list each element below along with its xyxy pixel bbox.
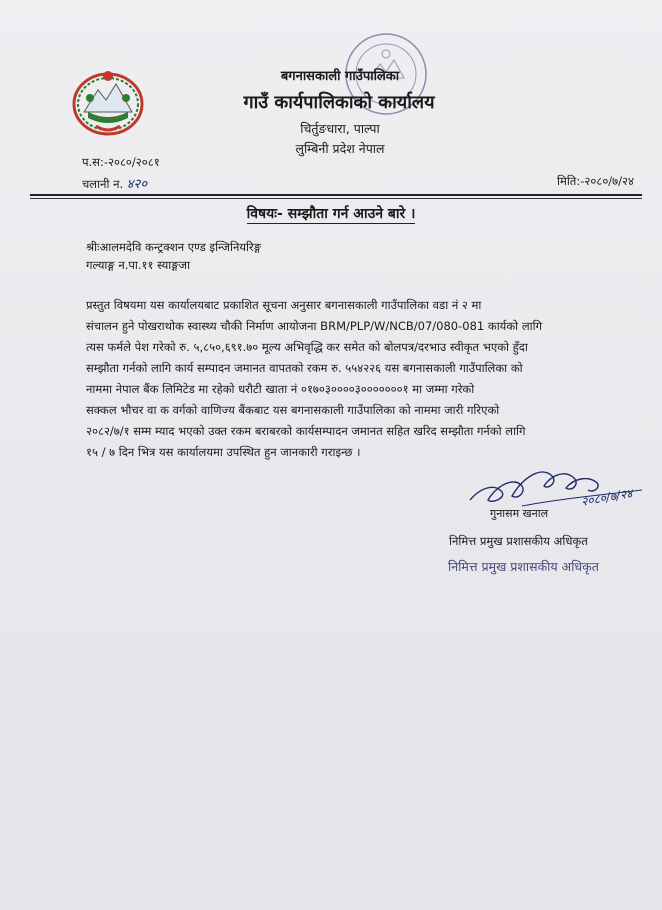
body-line-8: १५ / ७ दिन भित्र यस कार्यालयमा उपस्थित हुन जानकारी गराइन्छ । bbox=[86, 445, 361, 459]
header-divider bbox=[30, 194, 642, 196]
body-line-1: प्रस्तुत विषयमा यस कार्यालयबाट प्रकाशित सूचना अनुसार बगनासकाली गाउँपालिका वडा नं २ मा bbox=[86, 298, 482, 312]
office-location: चिर्तुङधारा, पाल्पा bbox=[300, 121, 380, 136]
nepal-emblem-icon bbox=[70, 68, 146, 138]
body-line-4: सम्झौता गर्नको लागि कार्य सम्पादन जमानत वापतको रकम रु. ५५४२२६ यस बगनासकाली गाउँपालिका को bbox=[86, 361, 523, 375]
subject-text: विषयः- सम्झौता गर्न आउने बारे । bbox=[246, 206, 416, 222]
body-line-5: नाममा नेपाल बैंक लिमिटेड मा रहेको धरौटी खाता नं ०१७०३००००३०००००००१ मा जम्मा गरेको bbox=[86, 382, 475, 396]
subject-line bbox=[0, 204, 662, 223]
dispatch-number-value: ४२० bbox=[126, 177, 148, 192]
municipality-name: बगनासकाली गाउँपालिका bbox=[280, 69, 400, 84]
addressee-address: गल्याङ्ग न.पा.११ स्याङ्गजा bbox=[86, 258, 191, 272]
body-line-6: सक्कल भौचर वा क वर्गको वाणिज्य बैंकबाट यस बगनासकाली गाउँपालिका को नाममा जारी गरिएको bbox=[86, 403, 500, 417]
header-divider-thin bbox=[30, 198, 642, 199]
office-province: लुम्बिनी प्रदेश नेपाल bbox=[295, 141, 385, 156]
office-title: गाउँ कार्यपालिकाको कार्यालय bbox=[243, 92, 435, 113]
designation-stamp: निमित्त प्रमुख प्रशासकीय अधिकृत bbox=[448, 559, 599, 574]
dispatch-number bbox=[82, 174, 147, 192]
signatory-title: निमित्त प्रमुख प्रशासकीय अधिकृत bbox=[449, 534, 588, 548]
addressee-name: श्रीःआलमदेवि कन्ट्रक्शन एण्ड इन्जिनियरिङ्ग bbox=[86, 240, 262, 254]
fiscal-year-reference: प.स:-२०८०/२०८१ bbox=[82, 155, 160, 169]
signature-date: २०८०/७/२४ bbox=[580, 486, 634, 509]
dispatch-number-label: चलानी न. bbox=[82, 177, 124, 191]
body-line-2: संचालन हुने पोखराथोक स्वास्थ्य चौकी निर्माण आयोजना BRM/PLP/W/NCB/07/080-081 कार्यको लागि bbox=[86, 319, 543, 333]
signatory-name: गुनासम खनाल bbox=[490, 507, 549, 520]
body-line-7: २०८२/७/१ सम्म म्याद भएको उक्त रकम बराबरको कार्यसम्पादन जमानत सहित खरिद सम्झौता गर्नको लागि bbox=[86, 424, 526, 438]
body-line-3: त्यस फर्मले पेश गरेको रु. ५,८५०,६९१.७० मूल्य अभिवृद्धि कर समेत को बोलपत्र/दरभाउ स्वीकृत भएको हुँदा bbox=[86, 340, 528, 354]
letter-date: मिति:-२०८०/७/२४ bbox=[556, 174, 634, 188]
